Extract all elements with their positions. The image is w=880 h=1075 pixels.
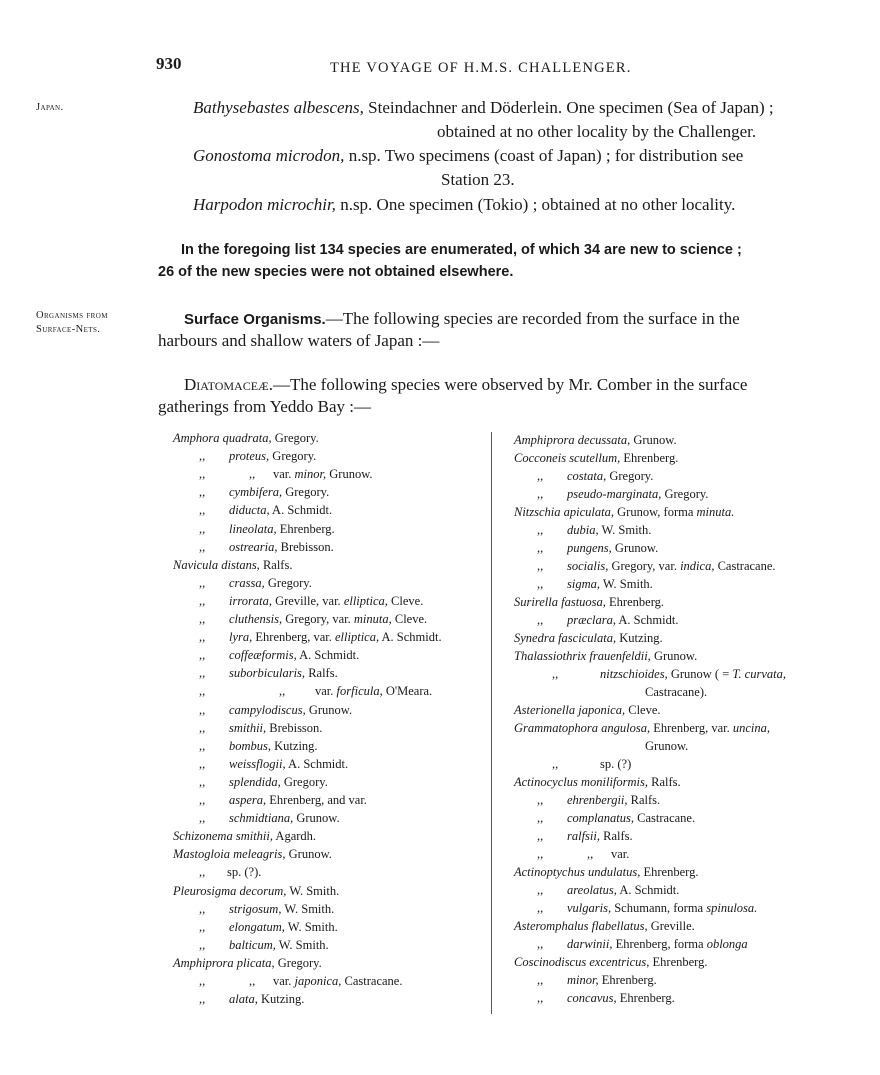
ditto-mark: ,, [537,469,544,483]
ditto-mark: ,, [537,793,544,807]
ditto-mark: ,, [537,613,544,627]
species-entry [199,684,432,699]
species-entry [537,577,653,592]
species-entry [514,919,695,934]
species-entry [537,829,633,844]
ditto-mark: ,, [199,919,206,934]
species-entry [514,703,661,718]
species-name: pungens, [567,541,612,555]
species-entry [199,449,316,464]
species-authority: Ehrenberg. [605,595,665,609]
species-entry [173,884,339,899]
species-name: dubia, [567,523,599,537]
variety-authority: A. Schmidt. [379,630,442,645]
species-authority: A. Schmidt. [616,883,680,897]
ditto-mark: ,, [199,738,206,753]
species-authority: Gregory. [264,575,312,590]
species-name: Amphiprora decussata, [514,433,631,447]
variety-name: indica, [680,559,715,573]
species-entry [173,431,319,446]
fish-name: Bathysebastes albescens, [193,98,364,117]
variety-name: oblonga [706,937,748,951]
ditto-mark: ,, [249,467,256,482]
fish-entry-2-cont: Station 23. [441,170,515,189]
ditto-mark: ,, [199,937,206,952]
species-authority: var. [273,467,295,482]
species-authority: Ehrenberg. [276,521,335,536]
variety-name: elliptica, [343,593,388,608]
fish-name: Gonostoma microdon, [193,146,345,165]
species-entry [199,467,373,482]
species-entry [537,901,757,916]
species-authority: Castracane). [645,685,708,699]
species-entry [514,451,678,466]
fish-entry-1-cont: obtained at no other locality by the Challenger. [437,122,757,141]
ditto-mark: ,, [199,901,206,916]
ditto-mark: ,, [199,684,206,699]
ditto-mark: ,, [537,937,544,951]
species-name: Amphora quadrata, [173,431,272,445]
species-entry [199,992,304,1007]
species-entry [199,920,338,935]
species-entry [199,721,322,736]
ditto-mark: ,, [279,684,286,699]
diatomaceae-line-1 [184,375,747,395]
species-name: Coscinodiscus excentricus, [514,955,650,969]
diatomaceae-text: —The following species were observed by Mr. Comber in the surface [272,375,748,394]
fish-name: Harpodon microchir, [193,195,336,214]
species-entry [199,630,442,645]
species-entry [173,829,316,844]
species-entry [173,558,292,573]
species-authority: sp. (?). [227,865,262,880]
species-entry [199,576,312,591]
diatomaceae-line-2: gatherings from Yeddo Bay :— [158,397,371,416]
species-name: elongatum, [229,919,285,934]
variety-name: T. curvata, [732,667,786,681]
species-authority: Ehrenberg, var. [650,721,733,735]
species-entry [537,847,629,862]
species-authority: Grunow. [611,541,659,555]
species-name: Asterionella japonica, [514,703,626,717]
species-entry [199,793,367,808]
sidenote-organisms [36,309,108,337]
ditto-mark: ,, [199,593,206,608]
diatomaceae-heading: Diatomaceæ. [184,375,273,394]
ditto-mark: ,, [199,503,206,518]
species-authority: Gregory. [661,487,709,501]
species-name: Pleurosigma decorum, [173,883,287,898]
species-entry [552,667,786,682]
species-authority: Grunow. [285,847,332,862]
species-authority: Ehrenberg. [640,865,699,879]
species-entry [537,541,658,556]
species-authority: Gregory, var. [282,612,354,626]
species-entry [514,865,698,880]
species-name: areolatus, [567,883,617,897]
species-authority: Gregory. [606,469,654,483]
species-entry [173,847,332,862]
species-authority: Gregory. [280,774,328,789]
species-authority: Kutzing. [271,738,318,753]
species-name: bombus, [229,738,272,753]
variety-name: minuta. [696,505,735,519]
species-name: diducta, [229,503,270,518]
species-name: Actinocyclus moniliformis, [514,775,649,789]
species-entry [199,902,334,917]
variety-authority: O'Meara. [382,684,433,699]
species-authority: Brebisson. [277,539,334,554]
ditto-mark: ,, [537,577,544,591]
summary-line-1: In the foregoing list 134 species are enumerated, of which 34 are new to science ; [181,242,742,258]
variety-name: elliptica, [335,630,380,645]
variety-authority: Cleve. [387,593,424,608]
species-authority: Ehrenberg, forma [612,937,707,951]
sidenote-organisms-line1: Organisms from [36,310,108,321]
variety-name: minuta, [353,612,392,626]
species-authority: W. Smith. [598,523,652,537]
species-name: crassa, [229,575,265,590]
species-authority: Ehrenberg. [616,991,675,1005]
species-authority: Grunow. [650,649,698,663]
species-authority: W. Smith. [281,901,335,916]
species-name: irrorata, [229,593,272,608]
species-name: coffeæformis, [229,648,297,663]
fish-description: n.sp. One specimen (Tokio) ; obtained at no other locality. [335,195,736,214]
species-name: complanatus, [567,811,635,825]
species-entry [199,594,423,609]
variety-authority: Grunow. [326,467,373,482]
species-entry [537,523,651,538]
species-name: Nitzschia apiculata, [514,505,614,519]
species-entry [199,540,334,555]
species-authority: A. Schmidt. [269,503,333,518]
ditto-mark: ,, [199,648,206,663]
sidenote-organisms-line2: Surface-Nets. [36,324,101,335]
species-authority: Ralfs. [627,793,661,807]
ditto-mark: ,, [199,575,206,590]
ditto-mark: ,, [199,521,206,536]
species-name: splendida, [229,774,281,789]
ditto-mark: ,, [537,991,544,1005]
species-authority: Ehrenberg. [598,973,657,987]
ditto-mark: ,, [552,757,559,771]
species-entry [199,865,261,880]
ditto-mark: ,, [199,774,206,789]
species-authority: Kutzing. [257,992,305,1007]
species-name: ehrenbergii, [567,793,628,807]
species-name: Amphiprora plicata, [173,955,275,970]
species-authority: Ehrenberg. [649,955,708,969]
ditto-mark: ,, [199,865,206,880]
species-name: alata, [229,992,258,1007]
species-authority: Ehrenberg, var. [252,630,335,645]
species-name: campylodiscus, [229,702,306,717]
species-entry [199,775,328,790]
ditto-mark: ,, [199,449,206,464]
species-entry [537,613,678,628]
species-name: schmidtiana, [229,811,294,826]
species-authority: Gregory. [282,485,330,500]
species-authority: Ehrenberg, and var. [266,793,367,807]
species-entry [514,631,663,646]
running-head: THE VOYAGE OF H.M.S. CHALLENGER. [330,60,632,76]
ditto-mark: ,, [537,973,544,987]
species-authority: Ralfs. [600,829,633,843]
species-name: costata, [567,469,607,483]
species-entry [199,485,329,500]
species-name: balticum, [229,937,276,952]
column-divider [491,432,492,1014]
species-name: smithii, [229,720,267,735]
species-authority: var. [315,684,337,699]
species-name: Grammatophora angulosa, [514,721,651,735]
variety-authority: Castracane. [714,559,776,573]
species-name: concavus, [567,991,617,1005]
ditto-mark: ,, [537,901,544,915]
species-name: Surirella fastuosa, [514,595,606,609]
summary-line-2: 26 of the new species were not obtained elsewhere. [158,264,514,280]
species-name: aspera, [229,793,267,807]
species-authority: W. Smith. [284,919,338,934]
fish-entry-2 [193,146,743,166]
species-authority: Grunow, forma [614,505,697,519]
species-name: Mastogloia meleagris, [173,847,286,862]
ditto-mark: ,, [199,539,206,554]
species-entry [199,757,348,772]
ditto-mark: ,, [199,720,206,735]
species-authority: sp. (?) [600,757,632,771]
species-name: Actinoptychus undulatus, [514,865,641,879]
species-entry [645,685,707,700]
species-authority: Ralfs. [648,775,681,789]
ditto-mark: ,, [199,756,206,771]
species-entry [514,775,681,790]
species-entry [199,974,402,989]
ditto-mark: ,, [537,847,544,861]
species-authority: Cleve. [625,703,661,717]
surface-organisms-text: —The following species are recorded from the surface in the [325,309,740,328]
species-authority: var. [273,974,295,988]
ditto-mark: ,, [537,829,544,843]
surface-organisms-line-2: harbours and shallow waters of Japan :— [158,331,440,350]
species-authority: var. [611,847,630,861]
species-entry [199,739,318,754]
species-entry [514,649,697,664]
species-name: socialis, [567,559,609,573]
ditto-mark: ,, [199,992,206,1007]
species-name: weissflogii, [229,756,286,771]
species-entry [199,811,340,826]
species-name: nitzschioides, [600,667,668,681]
species-authority: W. Smith. [286,883,340,898]
ditto-mark: ,, [537,811,544,825]
species-name: sigma, [567,577,600,591]
ditto-mark: ,, [199,702,206,717]
species-authority: Greville. [647,919,695,933]
species-authority: W. Smith. [275,937,329,952]
species-entry [514,721,770,736]
species-name: lyra, [229,630,253,645]
species-entry [199,503,332,518]
ditto-mark: ,, [249,974,256,988]
ditto-mark: ,, [199,467,206,482]
species-entry [173,956,322,971]
variety-name: minor, [294,467,327,482]
species-entry [514,955,707,970]
species-entry [552,757,631,772]
species-name: cymbifera, [229,485,283,500]
ditto-mark: ,, [199,485,206,500]
fish-entry-3 [193,195,735,215]
fish-description: n.sp. Two specimens (coast of Japan) ; for distribution see [344,146,744,165]
species-authority: Kutzing. [616,631,663,645]
variety-name: spinulosa. [706,901,758,915]
species-name: Synedra fasciculata, [514,631,617,645]
species-name: Navicula distans, [173,557,260,572]
ditto-mark: ,, [199,666,206,681]
ditto-mark: ,, [537,541,544,555]
species-name: vulgaris, [567,901,612,915]
species-name: Asteromphalus flabellatus, [514,919,648,933]
ditto-mark: ,, [199,612,206,626]
ditto-mark: ,, [199,793,206,807]
species-authority: Ralfs. [259,557,293,572]
species-entry [537,487,708,502]
species-authority: Grunow. [630,433,677,447]
species-entry [537,811,695,826]
species-entry [645,739,688,754]
species-name: cluthensis, [229,612,283,626]
surface-organisms-line-1 [184,309,740,329]
species-authority: Agardh. [273,829,317,844]
fish-entry-1 [193,98,774,118]
ditto-mark: ,, [199,974,206,988]
ditto-mark: ,, [537,559,544,573]
species-entry [514,595,664,610]
species-name: præclara, [567,613,616,627]
ditto-mark: ,, [199,811,206,826]
species-authority: A. Schmidt. [285,756,349,771]
species-authority: Grunow ( = [667,667,733,681]
species-name: proteus, [229,449,270,464]
species-entry [199,612,427,627]
species-name: pseudo-marginata, [567,487,662,501]
fish-description: Steindachner and Döderlein. One specimen (Sea of Japan) ; [363,98,774,117]
sidenote-japan: Japan. [36,102,64,113]
species-name: Cocconeis scutellum, [514,451,621,465]
species-authority: Grunow. [293,811,340,826]
species-entry [537,793,660,808]
ditto-mark: ,, [552,667,559,681]
species-authority: Ehrenberg. [620,451,679,465]
species-entry [537,991,675,1006]
species-authority: Brebisson. [266,720,323,735]
species-authority: Gregory, var. [608,559,681,573]
species-entry [199,703,352,718]
species-name: minor, [567,973,599,987]
species-authority: Grunow. [305,702,353,717]
species-entry [537,469,653,484]
species-name: strigosum, [229,901,282,916]
ditto-mark: ,, [537,523,544,537]
surface-organisms-heading: Surface Organisms. [184,311,326,328]
species-name: Thalassiothrix frauenfeldii, [514,649,651,663]
species-entry [537,559,776,574]
species-name: Schizonema smithii, [173,829,273,844]
species-name: darwinii, [567,937,613,951]
species-authority: W. Smith. [600,577,653,591]
species-entry [514,505,734,520]
species-entry [537,937,748,952]
species-authority: A. Schmidt. [615,613,679,627]
page-number: 930 [156,54,182,73]
species-authority: Ralfs. [305,666,338,681]
species-authority: Gregory. [269,449,317,464]
species-name: ralfsii, [567,829,600,843]
variety-name: forficula, [336,684,383,699]
species-entry [514,433,677,448]
ditto-mark: ,, [587,847,594,861]
variety-authority: Cleve. [391,612,428,626]
ditto-mark: ,, [537,487,544,501]
species-authority: Gregory. [274,955,322,970]
species-name: suborbicularis, [229,666,306,681]
species-authority: A. Schmidt. [296,648,360,663]
species-entry [537,973,657,988]
species-entry [199,522,335,537]
species-authority: Greville, var. [271,593,344,608]
variety-authority: Castracane. [341,974,403,988]
species-authority: Schumann, forma [611,901,707,915]
species-entry [199,938,329,953]
variety-name: japonica, [294,974,342,988]
species-name: ostrearia, [229,539,278,554]
ditto-mark: ,, [199,630,206,645]
ditto-mark: ,, [537,883,544,897]
species-authority: Gregory. [271,431,319,445]
variety-name: uncina, [732,721,771,735]
species-entry [537,883,679,898]
species-entry [199,666,338,681]
species-authority: Grunow. [645,739,689,753]
species-authority: Castracane. [634,811,696,825]
species-entry [199,648,359,663]
species-name: lineolata, [229,521,277,536]
